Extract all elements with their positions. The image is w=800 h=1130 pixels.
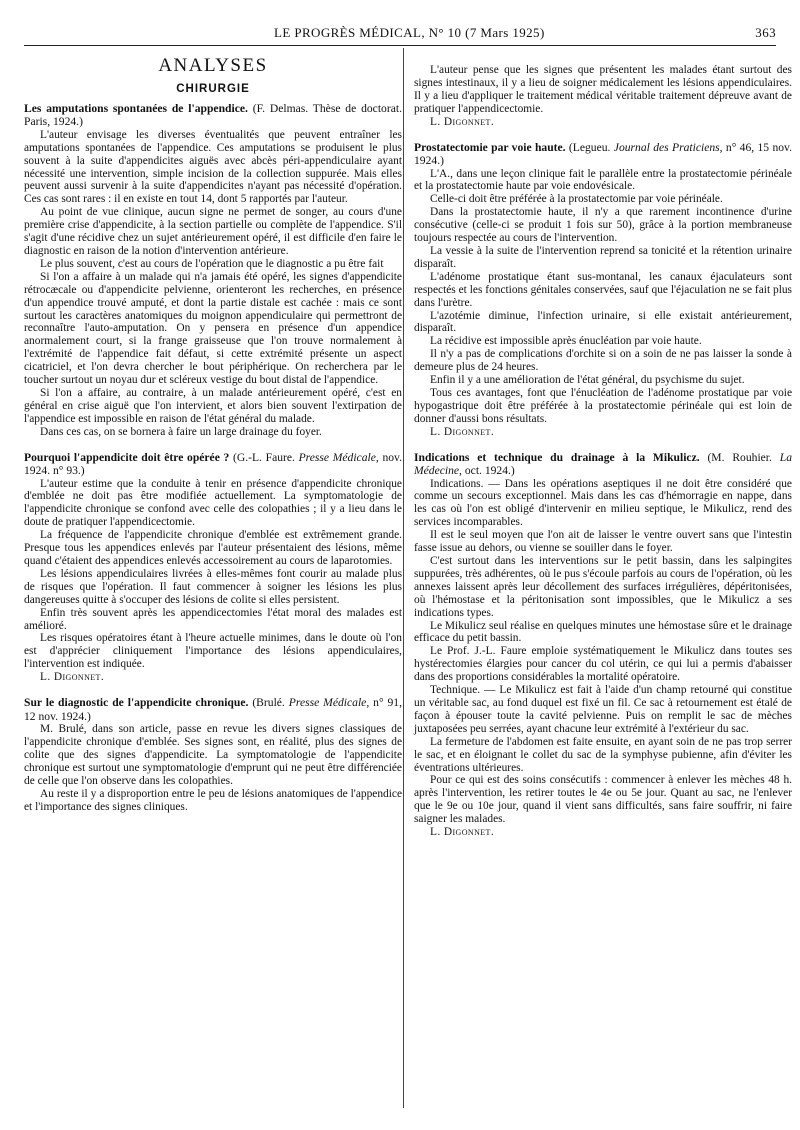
article-paragraph: M. Brulé, dans son article, passe en revue les divers signes classiques de l'appendicite chronique d'emblée. Ses signes sont, en réalité, plus des signes de colite que des signes d'appendicite. La symptomatologie de l'appendicite chronique est surtout une symptomatologie d'emprunt qui ne peut être différenciée de celle que l'on observe dans les colopathies. (24, 723, 402, 787)
article-title: Prostatectomie par voie haute. (414, 140, 566, 154)
article-title: Indications et technique du drainage à la Mikulicz. (414, 450, 700, 464)
article-heading (24, 696, 402, 723)
column-divider (403, 48, 404, 1108)
article-paragraph: La fermeture de l'abdomen est faite ensuite, en ayant soin de ne pas trop serrer le sac, et en éloignant le collet du sac de la symphyse pubienne, afin d'éviter les éventrations ultérieures. (414, 735, 792, 774)
article-paragraph: Dans ces cas, on se bornera à faire un large drainage du foyer. (40, 425, 322, 438)
article-paragraph: Indications. — Dans les opérations aseptiques il ne doit être considéré que comme un secours exceptionnel. Mais dans les cas d'hémorragie en nappe, dans les cas où l'on est obligé d'intervenir en milieu septique, le Mikulicz, rend des services incomparables. (414, 477, 792, 529)
article-paragraph: L'auteur envisage les diverses éventualités que peuvent entraîner les amputations spontanées de l'appendice. Ces amputations se produisent le plus souvent à la suite d'appendicites aiguës avec abcès péri-appendiculaire ayant nécessité une intervention, simple incision de la collection suppurée. Mais elles peuvent aussi survenir à la suite d'appendicites n'ayant pas nécessité d'opération. Ces cas sont rares : il en existe en tout 14, dont 5 rapportés par l'auteur. (24, 128, 402, 206)
article-reference: (F. Delmas. Thèse de doctorat. Paris, 1924.) (24, 101, 402, 129)
article-reference: (Legueu. (568, 140, 611, 154)
article-signature: L. Digonnet. (430, 425, 495, 438)
article-paragraph: Les risques opératoires étant à l'heure actuelle minimes, dans le doute où l'on est d'apprécier cliniquement l'importance des lésions appendiculaires, l'intervention est indiquée. (24, 632, 402, 671)
section-title: ANALYSES (158, 55, 268, 76)
article-paragraph: L'auteur estime que la conduite à tenir en présence d'appendicite chronique d'emblée ne doit pas être modifiée actuellement. La symptomatologie de l'appendicite chronique se confond avec celle des colopathies ; il y a lieu dans le doute de pratiquer l'appendicectomie. (24, 477, 402, 529)
article-prostatectomie (414, 141, 792, 439)
article-paragraph: Si l'on a affaire, au contraire, à un malade antérieurement opéré, c'est en général en crise aiguë que l'on intervient, et alors bien souvent l'extirpation de l'appendice est impossible en raison de l'état général du malade. (24, 386, 402, 425)
article-title: Sur le diagnostic de l'appendicite chronique. (24, 696, 249, 710)
article-journal: Presse Médicale, (288, 696, 370, 710)
article-amputations (24, 102, 402, 439)
article-paragraph: Pour ce qui est des soins consécutifs : commencer à enlever les mèches 48 h. après l'intervention, les retirer toutes le 4e ou 5e jour. Quant au sac, ne l'enlever que le 9e ou 10e jour, quand il vient sans difficultés, sans faire souffrir, ni faire saigner les malades. (414, 774, 792, 826)
article-paragraph: Il n'y a pas de complications d'orchite si on a soin de ne pas laisser la sonde à demeure plus de 24 heures. (414, 348, 792, 374)
page-number: 363 (755, 25, 776, 40)
article-heading (24, 451, 402, 478)
article-paragraph: L'adénome prostatique étant sus-montanal, les canaux éjaculateurs sont respectés et les fonctions génitales conservées, sauf que l'éjaculation ne se fait plus dans l'urètre. (414, 270, 792, 309)
article-paragraph: Enfin il y a une amélioration de l'état général, du psychisme du sujet. (430, 374, 745, 387)
article-paragraph: Dans la prostatectomie haute, il n'y a que rarement incontinence d'urine consécutive (celle-ci se produit 1 fois sur 50), grâce à la portion membraneuse toujours respectée au cours de l'intervention. (414, 206, 792, 245)
article-paragraph: Le Prof. J.-L. Faure emploie systématiquement le Mikulicz dans toutes ses hystérectomies élargies pour cancer du col utérin, ce qui lui a permis d'abaisser dans des proportions considérables la mortalité opératoire. (414, 645, 792, 684)
article-signature: L. Digonnet. (430, 826, 495, 839)
article-journal: Presse Médicale, (298, 450, 379, 464)
article-paragraph: Au point de vue clinique, aucun signe ne permet de songer, au cours d'une première crise d'appendicite, à la section partielle ou complète de l'appendice. S'il s'agit d'une récidive chez un sujet antérieurement opéré, il est difficile d'en faire le diagnostic en raison de la notion d'intervention antérieure. (24, 206, 402, 257)
article-reference: (M. Rouhier. (707, 450, 772, 464)
article-signature: L. Digonnet. (40, 671, 105, 684)
article-reference-tail: n° 46, 15 nov. 1924.) (414, 140, 792, 168)
header-rule (24, 45, 776, 46)
article-paragraph: Au reste il y a disproportion entre le peu de lésions anatomiques de l'appendice et l'importance des signes cliniques. (24, 787, 402, 813)
left-column (24, 55, 403, 825)
article-journal: Journal des Praticiens, (613, 140, 723, 154)
article-reference: (Brulé. (252, 696, 285, 710)
article-reference-tail: oct. 1924.) (464, 464, 515, 478)
article-paragraph: Technique. — Le Mikulicz est fait à l'aide d'un champ retourné qui constitue un véritable sac, au fond duquel est fixé un fil. Ce sac à retournement est étalé de façon à épouser toute la cavité pelvienne. Puis on remplit le sac de mèches juxtaposées peu serrées, ayant chacune leur extrémité à l'extérieur du sac. (414, 684, 792, 735)
article-pourquoi (24, 451, 402, 685)
article-paragraph: Enfin très souvent après les appendicectomies l'état moral des malades est amélioré. (24, 606, 402, 632)
article-paragraph: Il est le seul moyen que l'on ait de laisser le ventre ouvert sans que l'intestin fasse issue au dehors, ou vienne se souiller dans le foyer. (414, 529, 792, 555)
running-header (24, 25, 776, 45)
section-subtitle: CHIRURGIE (176, 82, 250, 95)
article-paragraph: C'est surtout dans les interventions sur le petit bassin, dans les salpingites suppurées, très adhérentes, où le pus s'écoule parfois au cours de l'opération, où les annexes laissent après leur décollement des surfaces irrégulières, dépéritonisées, où l'hémostase et la péritonisation sont impossibles, que le Mikulicz a ses indications types. (414, 555, 792, 619)
article-mikulicz (414, 451, 792, 839)
article-paragraph: La fréquence de l'appendicite chronique d'emblée est extrêmement grande. Presque tous les appendices enlevés par l'auteur présentaient des lésions, même quand c'étaient des appendices enlevés accessoirement au cours de laparotomies. (24, 529, 402, 567)
article-signature: L. Digonnet. (430, 115, 495, 128)
article-paragraph: Le plus souvent, c'est au cours de l'opération que le diagnostic a pu être fait (40, 257, 384, 270)
article-reference: (G.-L. Faure. (232, 450, 295, 464)
article-title: Les amputations spontanées de l'appendice. (24, 101, 248, 115)
article-reference-tail: n° 91, 12 nov. 1924.) (24, 696, 403, 723)
article-title: Pourquoi l'appendicite doit être opérée ? (24, 450, 230, 464)
article-paragraph: Tous ces avantages, font que l'énucléation de l'adénome prostatique par voie hypogastrique doit être préférée à la prostatectomie périnéale qui est loin de donner d'aussi bons résultats. (414, 386, 792, 425)
article-paragraph: Si l'on a affaire à un malade qui n'a jamais été opéré, les signes d'appendicite rétrocæcale ou d'appendicite pelvienne, orienteront les recherches, en présence d'un appendice trouvé amputé, et dont la partie distale est cachée : mais ce sont surtout les caractères anatomiques du moignon appendiculaire qui permettront de reconnaître l'auto-amputation. On y pensera en présence d'un appendice anormalement court, si la frange graisseuse que l'on trouve normalement à l'extrémité de l'appendice fait défaut, si cette extrémité présente un aspect cicatriciel, et l'on devra chercher le bout périphérique. On recherchera par le toucher surtout un noyau dur et scléreux vestige du bout distal de l'appendice. (24, 270, 402, 387)
article-diagnostic (24, 696, 402, 813)
article-paragraph: Celle-ci doit être préférée à la prostatectomie par voie périnéale. (430, 193, 723, 206)
journal-title: LE PROGRÈS MÉDICAL, N° 10 (7 Mars 1925) (274, 25, 545, 40)
article-paragraph: La vessie à la suite de l'intervention reprend sa tonicité et la rétention urinaire disparaît. (414, 244, 792, 270)
article-paragraph: Les lésions appendiculaires livrées à elles-mêmes font courir au malade plus de risques que l'opération. Il faut commencer à soigner les lésions les plus dangereuses quitte à s'occuper des lésions de colite si elles persistent. (24, 567, 402, 606)
right-column (414, 64, 792, 851)
article-heading (414, 141, 792, 168)
article-paragraph: Le Mikulicz seul réalise en quelques minutes une hémostase sûre et le drainage efficace du petit bassin. (414, 619, 792, 645)
article-diagnostic-continued (414, 64, 792, 129)
article-paragraph: L'azotémie diminue, l'infection urinaire, si elle existait antérieurement, disparaît. (414, 309, 792, 335)
article-paragraph: L'A., dans une leçon clinique fait le parallèle entre la prostatectomie périnéale et la prostatectomie haute par voie endovésicale. (414, 167, 792, 193)
article-journal: La Médecine, (414, 450, 792, 478)
article-paragraph: L'auteur pense que les signes que présentent les malades étant surtout des signes intestinaux, il y a lieu de soigner médicalement les lésions appendiculaires. Il y a lieu d'appliquer le traitement médical véritable traitement dépreuve avant de pratiquer l'appendicectomie. (414, 64, 792, 115)
article-heading (414, 451, 792, 478)
article-reference-tail: nov. 1924. n° 93.) (24, 450, 402, 478)
article-paragraph: La récidive est impossible après énucléation par voie haute. (430, 335, 702, 348)
article-heading (24, 102, 402, 129)
